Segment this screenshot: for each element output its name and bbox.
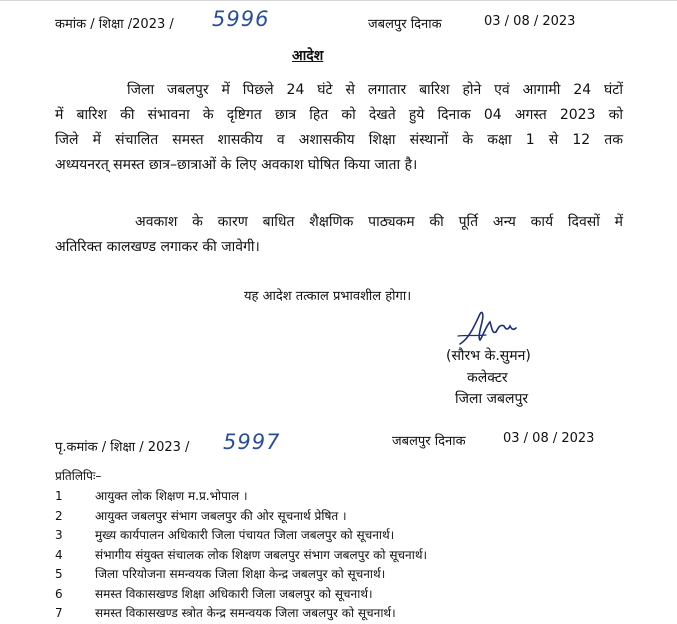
order-number-handwritten: 5996 — [212, 7, 270, 31]
order-effective-line: यह आदेश तत्काल प्रभावशील होगा। — [244, 289, 412, 304]
endorsement-number-handwritten: 5997 — [223, 430, 281, 454]
order-paragraph-2 — [55, 210, 623, 260]
signatory-name: (सौरभ के.सुमन) — [446, 348, 531, 364]
endorsement-place-date-label: जबलपुर दिनाक — [392, 434, 466, 449]
paragraph-1-line: अध्ययनरत् समस्त छात्र–छात्राओं के लिए अवकाश घोषित किया जाता है। — [55, 157, 418, 173]
signatory-office: जिला जबलपुर — [455, 391, 529, 407]
signature — [456, 308, 536, 350]
order-place-date-label: जबलपुर दिनाक — [368, 17, 442, 32]
paragraph-1-line: जिला जबलपुर में पिछले 24 घंटे से लगातार बारिश होने एवं आगामी 24 घंटों — [127, 82, 623, 98]
paragraph-1-line: जिले में संचालित समस्त शासकीय व अशासकीय शिक्षा संस्थानों के कक्षा 1 से 12 तक — [55, 132, 623, 148]
order-title: आदेश — [292, 48, 324, 64]
page-top-border — [0, 0, 677, 1]
order-number-label: कमांक / शिक्षा /2023 / — [55, 17, 174, 32]
order-paragraph-1 — [55, 78, 623, 178]
paragraph-2-line: अतिरिक्त कालखण्ड लगाकर की जावेगी। — [55, 239, 260, 255]
order-date: 03 / 08 / 2023 — [484, 14, 576, 29]
signatory-designation: कलेक्टर — [467, 370, 508, 386]
endorsement-number-label: पृ.कमांक / शिक्षा / 2023 / — [55, 440, 190, 455]
paragraph-1-line: में बारिश की संभावना के दृष्टिगत छात्र हित को देखते हुये दिनाक 04 अगस्त 2023 को — [55, 107, 623, 123]
paragraph-2-line: अवकाश के कारण बाधित शैक्षणिक पाठ्यकम की पूर्ति अन्य कार्य दिवसों में — [135, 214, 623, 230]
endorsement-date: 03 / 08 / 2023 — [503, 431, 595, 446]
copy-to-label: प्रतिलिपिः– — [55, 469, 102, 483]
